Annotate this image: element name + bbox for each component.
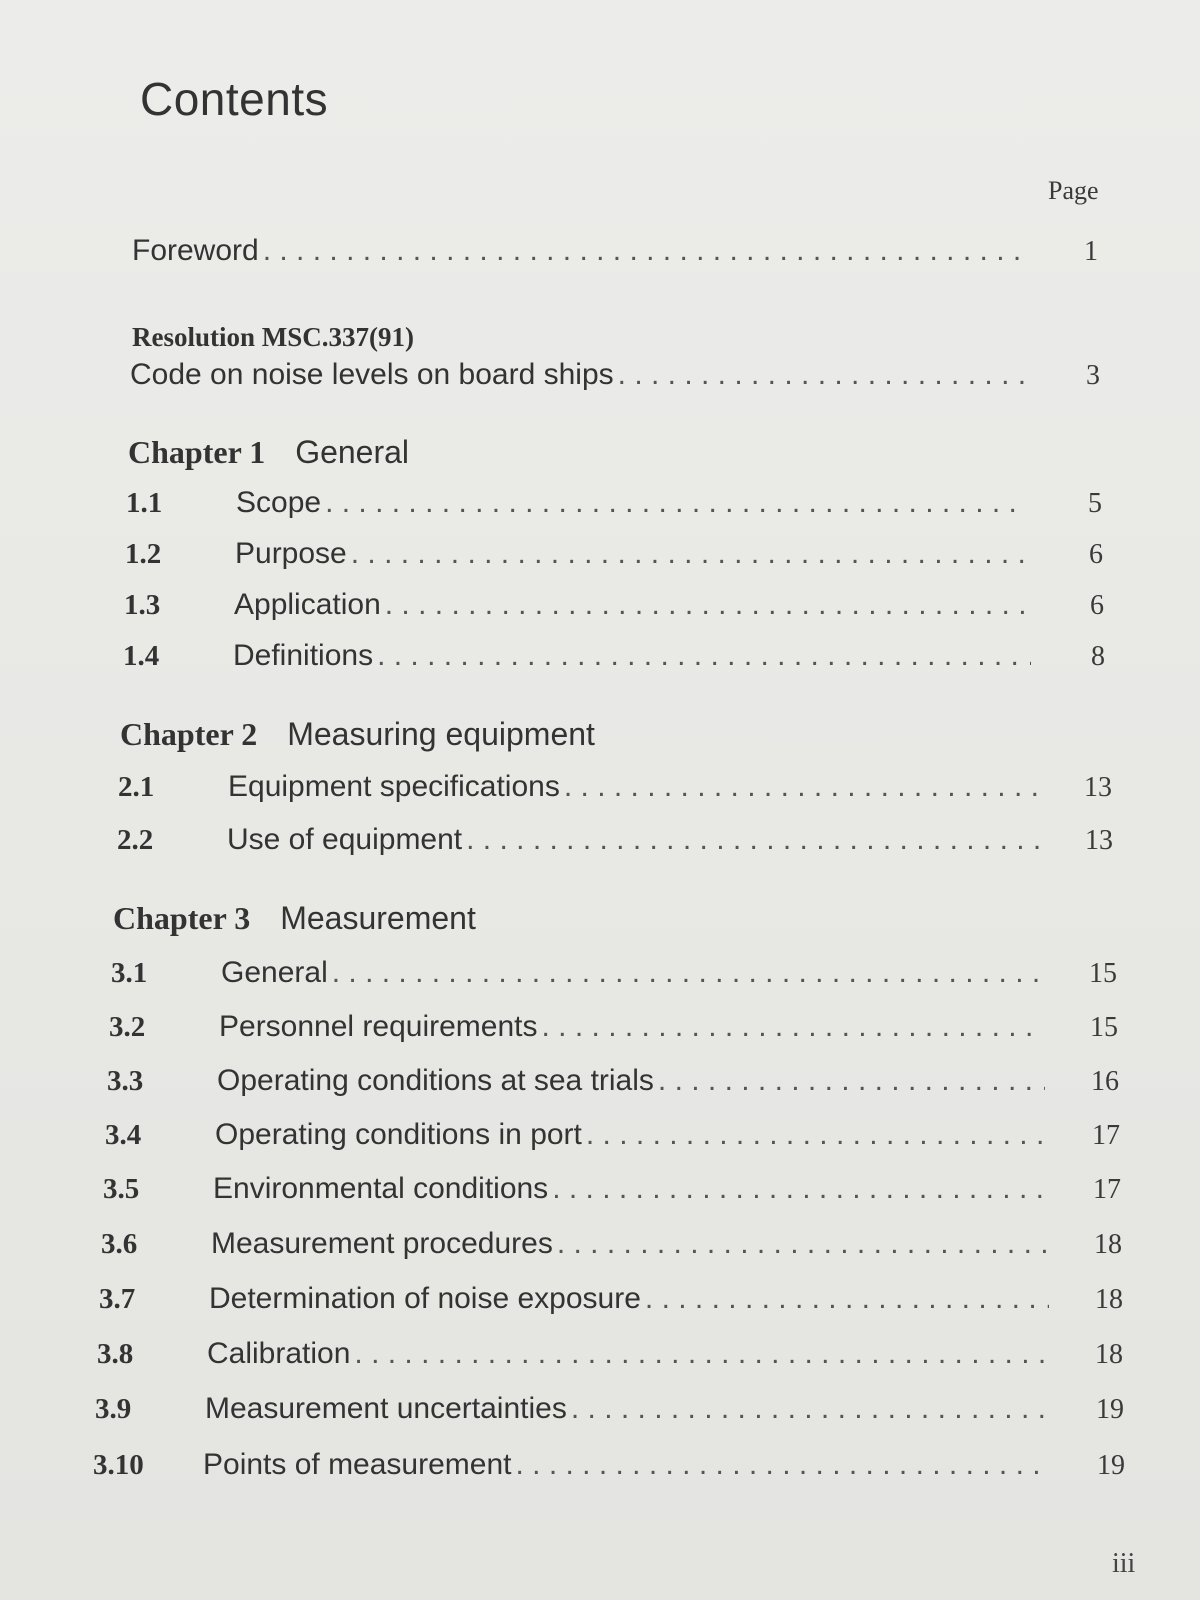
toc-entry-title: Operating conditions in port [215,1118,582,1151]
toc-entry-1-2[interactable] [125,537,1103,571]
dot-leader [557,1227,1048,1261]
dot-leader [515,1448,1051,1482]
chapter-2-heading [120,716,595,753]
chapter-title: Measurement [280,900,476,936]
toc-entry-title: Points of measurement [203,1448,512,1481]
toc-entry-3-5[interactable] [103,1172,1121,1206]
toc-entry-page: 17 [1093,1174,1121,1205]
toc-entry-page: 18 [1095,1339,1123,1370]
toc-entry-3-9[interactable] [95,1392,1124,1426]
toc-entry-page: 15 [1089,958,1117,989]
toc-entry-2-1[interactable] [118,770,1112,804]
dot-leader [325,486,1028,520]
toc-entry-title: Operating conditions at sea trials [217,1064,654,1097]
section-number: 3.3 [107,1065,144,1097]
toc-entry-title: Foreword [132,234,259,267]
toc-entry-3-10[interactable] [93,1448,1125,1482]
toc-entry-3-6[interactable] [101,1227,1122,1261]
toc-entry-3-2[interactable] [109,1010,1118,1044]
contents-heading: Contents [140,73,329,125]
toc-entry-title: Equipment specifications [228,770,560,803]
toc-entry-3-3[interactable] [107,1064,1119,1098]
section-number: 3.9 [95,1393,132,1425]
dot-leader [354,1337,1049,1371]
toc-entry-title: Measurement uncertainties [205,1392,567,1425]
toc-entry-title: Code on noise levels on board ships [130,358,614,391]
dot-leader [466,823,1039,857]
toc-entry-2-2[interactable] [117,823,1113,857]
section-number: 3.6 [101,1228,138,1260]
dot-leader [542,1010,1044,1044]
toc-entry-page: 19 [1096,1394,1124,1425]
page-column-label: Page [1048,176,1099,205]
toc-entry-page: 3 [1086,360,1100,391]
toc-entry-title: Environmental conditions [213,1172,549,1205]
toc-entry-page: 17 [1092,1120,1120,1151]
toc-entry-foreword[interactable] [132,234,1098,268]
chapter-title: General [295,434,410,470]
toc-entry-page: 5 [1088,488,1102,519]
toc-entry-page: 6 [1089,539,1103,570]
chapter-label: Chapter 1 [128,434,266,470]
toc-entry-title: Definitions [233,639,374,672]
toc-entry-title: General [221,956,328,989]
toc-entry-title: Calibration [207,1337,351,1370]
dot-leader [385,588,1030,622]
toc-entry-page: 19 [1097,1450,1125,1481]
dot-leader [586,1118,1046,1152]
chapter-1-heading [128,434,409,471]
section-number: 3.1 [111,957,148,989]
section-number: 3.2 [109,1011,146,1043]
section-number: 1.2 [125,538,162,570]
section-number: 3.5 [103,1173,140,1205]
toc-entry-page: 13 [1085,825,1113,856]
toc-entry-title: Scope [236,486,322,519]
toc-entry-3-8[interactable] [97,1337,1123,1371]
resolution-label: Resolution MSC.337(91) [132,322,414,352]
section-number: 3.4 [105,1119,142,1151]
toc-entry-page: 16 [1091,1066,1119,1097]
toc-entry-1-4[interactable] [123,639,1105,673]
toc-entry-1-1[interactable] [126,486,1102,520]
dot-leader [645,1282,1049,1316]
section-number: 2.1 [118,771,155,803]
toc-entry-resolution[interactable] [130,358,1100,392]
chapter-3-heading [113,900,476,937]
toc-entry-page: 13 [1084,772,1112,803]
page-folio: iii [1112,1548,1136,1579]
section-number: 1.1 [126,487,163,519]
toc-entry-page: 1 [1084,236,1098,267]
dot-leader [618,358,1026,392]
section-number: 1.4 [123,640,160,672]
section-number: 3.10 [93,1449,144,1481]
dot-leader [658,1064,1045,1098]
chapter-label: Chapter 3 [113,900,251,936]
toc-entry-3-4[interactable] [105,1118,1120,1152]
chapter-label: Chapter 2 [120,716,258,752]
toc-entry-1-3[interactable] [124,588,1104,622]
dot-leader [552,1172,1047,1206]
toc-entry-title: Personnel requirements [219,1010,538,1043]
toc-entry-title: Use of equipment [227,823,463,856]
dot-leader [263,234,1024,268]
chapter-title: Measuring equipment [287,716,595,752]
dot-leader [351,537,1029,571]
toc-entry-3-1[interactable] [111,956,1117,990]
toc-entry-3-7[interactable] [99,1282,1123,1316]
toc-entry-title: Purpose [235,537,347,570]
toc-entry-title: Application [234,588,381,621]
toc-entry-page: 18 [1094,1229,1122,1260]
section-number: 3.7 [99,1283,136,1315]
toc-entry-page: 15 [1090,1012,1118,1043]
toc-entry-title: Measurement procedures [211,1227,553,1260]
section-number: 1.3 [124,589,161,621]
dot-leader [377,639,1031,673]
toc-entry-page: 8 [1091,641,1105,672]
dot-leader [571,1392,1050,1426]
dot-leader [564,770,1038,804]
dot-leader [332,956,1043,990]
section-number: 3.8 [97,1338,134,1370]
section-number: 2.2 [117,824,154,856]
toc-entry-page: 6 [1090,590,1104,621]
toc-entry-title: Determination of noise exposure [209,1282,641,1315]
toc-entry-page: 18 [1095,1284,1123,1315]
